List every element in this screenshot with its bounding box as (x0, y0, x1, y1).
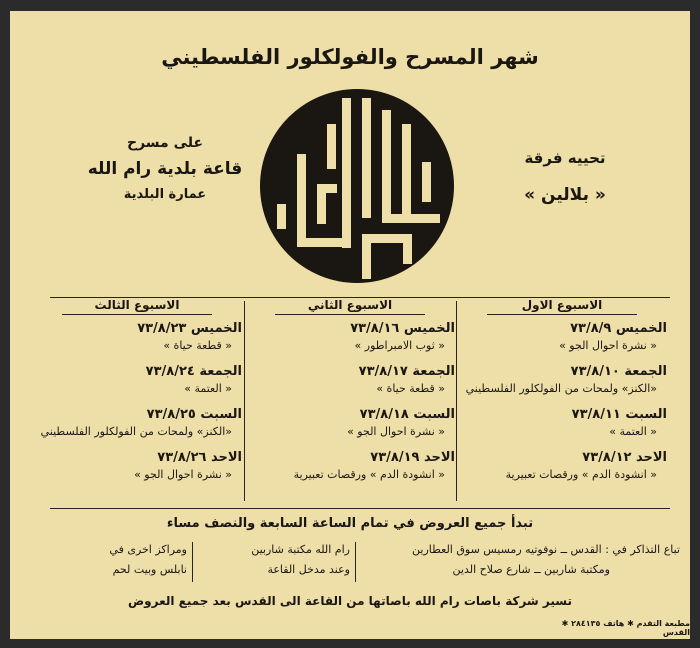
tickets-divider-2 (192, 542, 193, 582)
troupe-intro: تحييه فرقة (524, 149, 606, 167)
week-3-day-1-show: « قطعة حياة » (163, 339, 232, 352)
week-3-underline (62, 314, 212, 315)
poster-title: شهر المسرح والفولكلور الفلسطيني (161, 45, 539, 69)
week-1-day-3-show: « العتمة » (609, 425, 657, 438)
week-1-day-4-show: « انشودة الدم » ورقصات تعبيرية (505, 468, 657, 481)
week-2-day-3-show: « نشرة احوال الجو » (347, 425, 445, 438)
tickets-col-1-line-2: ومكتبة شاربين ــ شارع صلاح الدين (452, 563, 610, 576)
venue-line-2: قاعة بلدية رام الله (87, 159, 243, 179)
schedule-bottom-rule (50, 508, 670, 509)
week-2-heading: الاسبوع الثاني (307, 298, 393, 312)
venue-line-1: على مسرح (126, 135, 204, 151)
tickets-col-1 (360, 540, 680, 580)
week-2-day-2-date: الجمعة ٧٣/٨/١٧ (358, 364, 455, 379)
tickets-col-3 (32, 540, 187, 580)
week-1-day-2-show: «الكنز» ولمحات من الفولكلور الفلسطيني (465, 382, 657, 395)
week-1-underline (487, 314, 637, 315)
tickets-divider-1 (355, 542, 356, 582)
week-2-day-1-date: الخميس ٧٣/٨/١٦ (350, 321, 455, 336)
tickets-col-2-line-1: رام الله مكتبة شاربين (251, 543, 350, 556)
week-3-day-4-show: « نشرة احوال الجو » (134, 468, 232, 481)
venue-line-3: عمارة البلدية (123, 187, 207, 202)
printer-credit: مطبعة التقدم ✱ هاتف ٢٨٤١٣٥ ✱ القدس (561, 619, 690, 637)
week-3-day-2-date: الجمعة ٧٣/٨/٢٤ (145, 364, 242, 379)
week-3-column (32, 298, 242, 493)
week-2-day-4-date: الاحد ٧٣/٨/١٩ (370, 450, 455, 465)
troupe-logo (257, 84, 457, 289)
tickets-col-1-line-1: تباع التذاكر في : القدس ــ نوفوتيه رمسيس سوق العطارين (412, 543, 680, 556)
week-2-day-4-show: « انشودة الدم » ورقصات تعبيرية (293, 468, 445, 481)
troupe-block (465, 149, 665, 205)
poster (10, 11, 690, 639)
week-3-day-2-show: « العتمة » (184, 382, 232, 395)
column-divider-1 (456, 301, 457, 501)
week-1-day-1-show: « نشرة احوال الجو » (559, 339, 657, 352)
venue-block (80, 135, 250, 210)
week-1-day-4-date: الاحد ٧٣/٨/١٢ (582, 450, 667, 465)
week-1-day-1-date: الخميس ٧٣/٨/٩ (570, 321, 667, 336)
tickets-col-3-line-2: نابلس وبيت لحم (112, 563, 187, 576)
week-1-day-2-date: الجمعة ٧٣/٨/١٠ (570, 364, 667, 379)
week-2-day-2-show: « قطعة حياة » (376, 382, 445, 395)
week-3-day-4-date: الاحد ٧٣/٨/٢٦ (157, 450, 242, 465)
tickets-col-2 (198, 540, 350, 580)
week-2-day-3-date: السبت ٧٣/٨/١٨ (359, 407, 455, 422)
week-1-heading: الاسبوع الاول (521, 298, 603, 312)
week-2-underline (275, 314, 425, 315)
troupe-name: « بلالين » (524, 185, 606, 205)
start-time-notice: تبدأ جميع العروض في تمام الساعة السابعة والنصف مساء (166, 516, 534, 531)
week-2-column (245, 298, 455, 493)
week-3-heading: الاسبوع الثالث (94, 298, 180, 312)
week-3-day-3-date: السبت ٧٣/٨/٢٥ (146, 407, 242, 422)
week-3-day-3-show: «الكنز» ولمحات من الفولكلور الفلسطيني (40, 425, 232, 438)
tickets-col-2-line-2: وعند مدخل القاعة (267, 563, 350, 576)
week-2-day-1-show: « ثوب الامبراطور » (354, 339, 445, 352)
tickets-col-3-line-1: ومراكز اخرى في (109, 543, 187, 556)
bus-notice: تسير شركة باصات رام الله باصاتها من القاعة الى القدس بعد جميع العروض (128, 594, 572, 608)
week-3-day-1-date: الخميس ٧٣/٨/٢٣ (137, 321, 242, 336)
column-divider-2 (244, 301, 245, 501)
week-1-column (457, 298, 667, 493)
week-1-day-3-date: السبت ٧٣/٨/١١ (571, 407, 667, 422)
